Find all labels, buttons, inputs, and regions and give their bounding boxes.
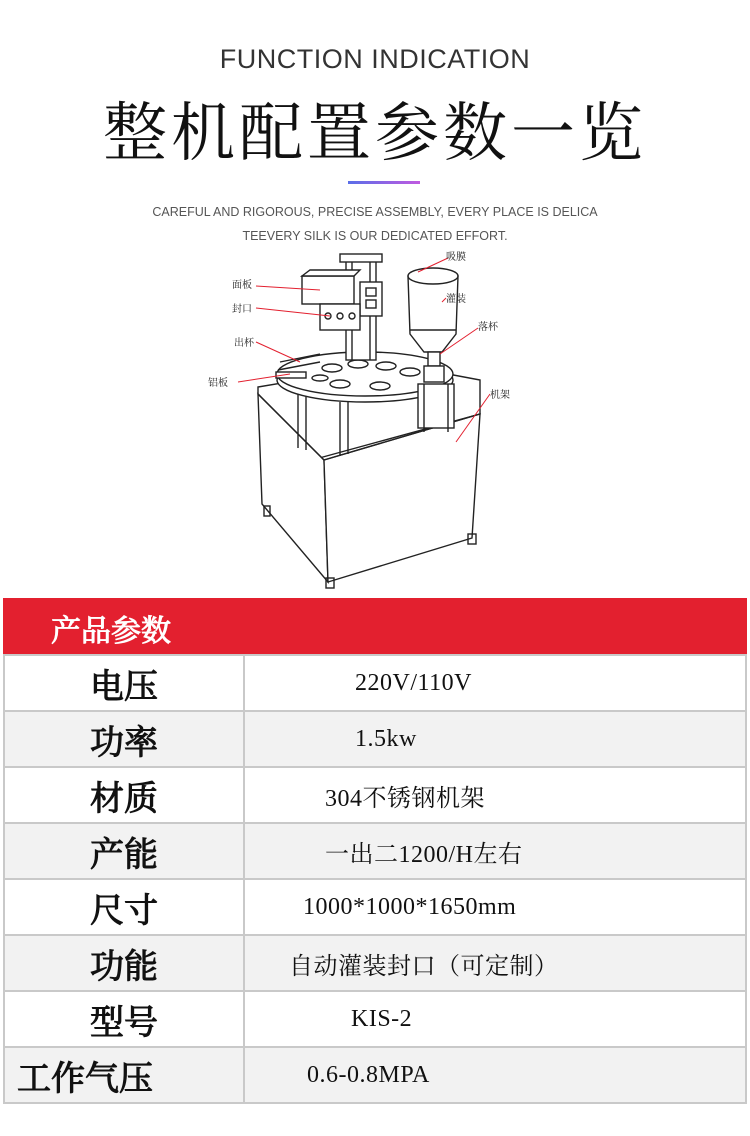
params-section-header bbox=[3, 598, 747, 654]
param-label-air-pressure: 工作气压 bbox=[17, 1058, 153, 1099]
param-label-material: 材质 bbox=[90, 778, 158, 819]
param-value-voltage: 220V/110V bbox=[355, 669, 472, 696]
label-panel: 面板 bbox=[232, 280, 252, 291]
label-frame: 机架 bbox=[490, 390, 510, 401]
table-row bbox=[4, 711, 746, 767]
param-value-capacity: 一出二1200/H左右 bbox=[325, 841, 523, 868]
label-foil: 铝板 bbox=[208, 378, 228, 389]
param-label-capacity: 产能 bbox=[90, 834, 158, 875]
table-row bbox=[4, 1047, 746, 1103]
accent-divider bbox=[348, 181, 420, 184]
param-value-size: 1000*1000*1650mm bbox=[303, 893, 517, 920]
label-film: 吸膜 bbox=[446, 252, 466, 263]
param-label-voltage: 电压 bbox=[90, 666, 158, 707]
header-title-cn: 整机配置参数一览 bbox=[103, 97, 647, 171]
param-label-size: 尺寸 bbox=[90, 890, 158, 931]
table-row bbox=[4, 879, 746, 935]
label-cup-out: 出杯 bbox=[234, 338, 254, 349]
header-title-en: FUNCTION INDICATION bbox=[219, 44, 531, 74]
table-row bbox=[4, 823, 746, 879]
param-label-model: 型号 bbox=[90, 1002, 158, 1043]
param-value-model: KIS-2 bbox=[351, 1005, 413, 1032]
table-row bbox=[4, 991, 746, 1047]
param-value-air-pressure: 0.6-0.8MPA bbox=[307, 1061, 430, 1088]
label-cup-drop: 落杯 bbox=[478, 322, 498, 333]
params-table bbox=[3, 654, 747, 1104]
param-label-power: 功率 bbox=[90, 722, 158, 763]
param-value-function: 自动灌装封口（可定制） bbox=[289, 953, 559, 980]
param-value-power: 1.5kw bbox=[355, 725, 417, 752]
table-row bbox=[4, 935, 746, 991]
machine-diagram bbox=[180, 242, 560, 592]
param-value-material: 304不锈钢机架 bbox=[325, 785, 485, 812]
params-section-title: 产品参数 bbox=[51, 614, 171, 649]
table-row bbox=[4, 767, 746, 823]
label-filling: 灌装 bbox=[446, 294, 466, 305]
tagline-line-2: TEEVERY SILK IS OUR DEDICATED EFFORT. bbox=[242, 229, 508, 243]
label-seal: 封口 bbox=[232, 304, 252, 315]
tagline-line-1: CAREFUL AND RIGOROUS, PRECISE ASSEMBLY, EVERY PLACE IS DELICA bbox=[152, 205, 598, 219]
table-row bbox=[4, 655, 746, 711]
param-label-function: 功能 bbox=[90, 946, 158, 987]
